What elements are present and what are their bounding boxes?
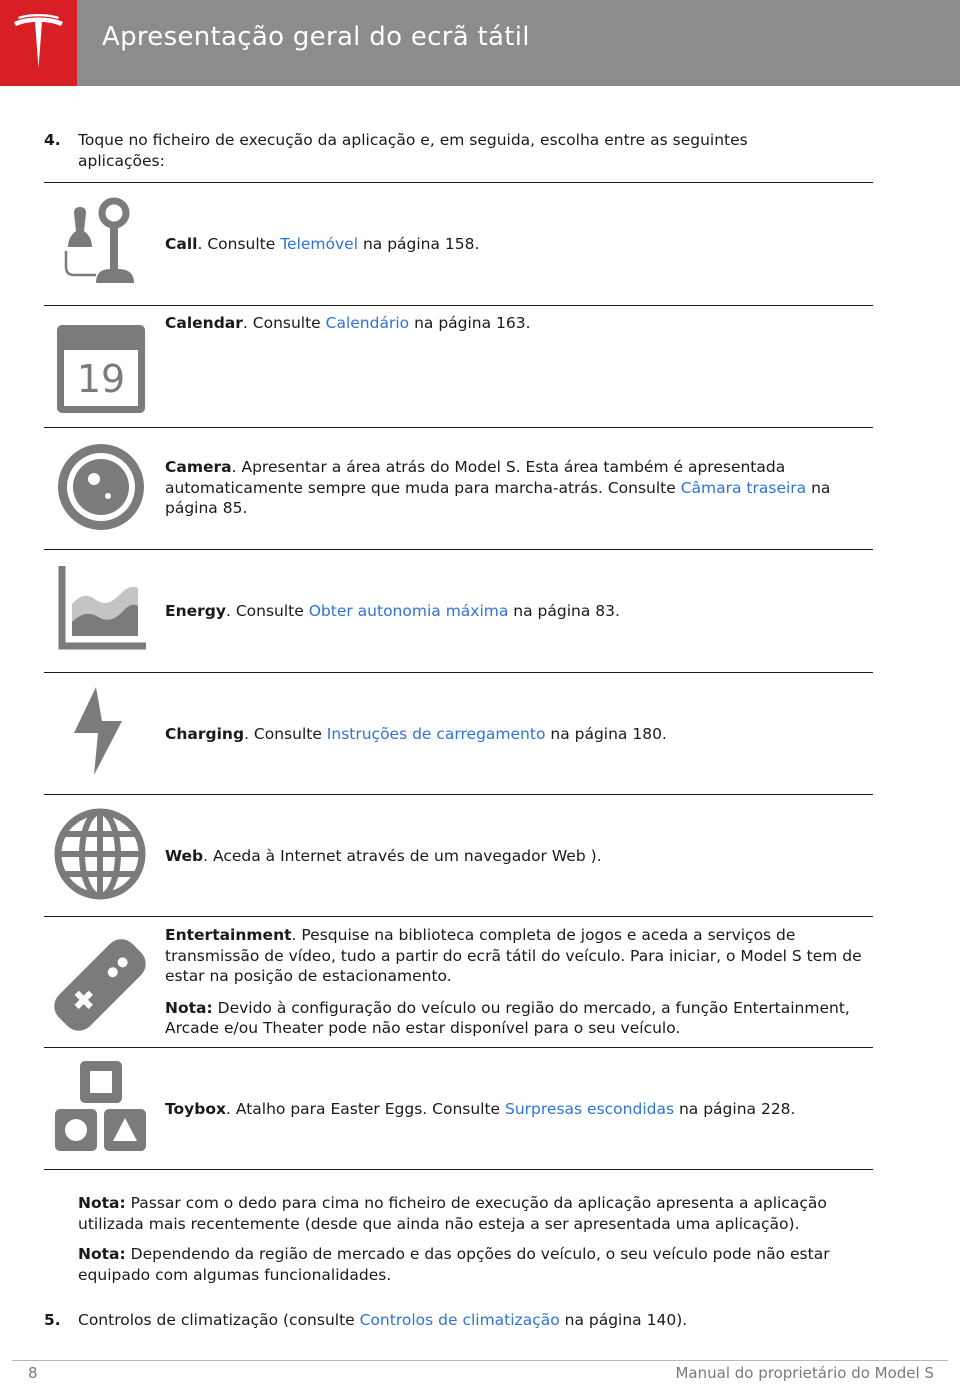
app-name: Web	[165, 847, 204, 865]
app-row-toybox	[44, 1047, 873, 1170]
link-obter-autonomia[interactable]: Obter autonomia máxima	[308, 602, 509, 620]
step-number: 4.	[44, 131, 61, 149]
description-text: . Consulte	[242, 314, 326, 332]
app-description	[165, 313, 865, 334]
description-text: na página 158.	[358, 235, 480, 253]
calendar-day-number: 19	[76, 357, 126, 401]
link-telemovel[interactable]: Telemóvel	[280, 235, 359, 253]
note-text: Dependendo da região de mercado e das opções do veículo, o seu veículo pode não estar equipado com algumas funcionalidades.	[78, 1245, 830, 1284]
description-text: na página 228.	[674, 1100, 796, 1118]
step-text-part: na página 140).	[559, 1311, 688, 1329]
app-description	[165, 925, 865, 1039]
app-row-calendar	[44, 305, 873, 427]
description-text: . Apresentar a área atrás do Model S. Esta área também é apresentada automaticamente sempre que muda para marcha-atrás. Consulte	[165, 458, 786, 497]
description-text: . Pesquise na biblioteca completa de jogos e aceda a serviços de transmissão de vídeo, tudo a partir do ecrã tátil do veículo. Para iniciar, o Model S tem de estar na posição de estacionamento.	[165, 926, 862, 985]
description-text: na página 163.	[409, 314, 531, 332]
lightning-bolt-icon	[52, 685, 148, 781]
description-text: na página 85.	[165, 478, 831, 517]
step-text: Toque no ficheiro de execução da aplicação e, em seguida, escolha entre as seguintes aplicações:	[78, 131, 748, 170]
apps-table	[44, 182, 873, 1170]
link-instrucoes-carregamento[interactable]: Instruções de carregamento	[326, 725, 546, 743]
footer-divider	[12, 1360, 948, 1361]
app-row-web	[44, 794, 873, 916]
app-description	[165, 601, 865, 622]
description-text: . Aceda à Internet através de um navegador Web ).	[203, 847, 602, 865]
tesla-logo	[0, 0, 77, 86]
app-name: Call	[165, 235, 198, 253]
app-name: Calendar	[165, 314, 243, 332]
step-text-part: Controlos de climatização (consulte	[78, 1311, 360, 1329]
app-name: Entertainment	[165, 926, 292, 944]
notes-block	[78, 1193, 858, 1285]
app-row-charging	[44, 672, 873, 794]
description-text: na página 83.	[508, 602, 620, 620]
calendar-icon	[52, 322, 148, 418]
step-number: 5.	[44, 1311, 61, 1329]
camera-icon	[52, 442, 148, 538]
energy-chart-icon	[52, 564, 148, 660]
app-description	[165, 234, 865, 255]
app-name: Energy	[165, 602, 226, 620]
app-row-call	[44, 182, 873, 305]
app-name: Toybox	[165, 1100, 227, 1118]
gamepad-icon	[52, 937, 148, 1033]
app-name: Charging	[165, 725, 245, 743]
note-label: Nota:	[165, 998, 213, 1017]
globe-icon	[52, 807, 148, 903]
app-row-entertainment	[44, 916, 873, 1047]
page-number: 8	[28, 1364, 38, 1382]
description-text: . Consulte	[225, 602, 309, 620]
app-row-camera	[44, 427, 873, 549]
toybox-icon	[52, 1061, 148, 1157]
app-row-energy	[44, 549, 873, 672]
description-text: na página 180.	[545, 725, 667, 743]
link-controlos-climatizacao[interactable]: Controlos de climatização	[359, 1311, 560, 1329]
page-title: Apresentação geral do ecrã tátil	[102, 22, 530, 52]
step-text	[78, 1310, 838, 1331]
description-text: . Consulte	[197, 235, 281, 253]
note-text: Passar com o dedo para cima no ficheiro de execução da aplicação apresenta a aplicação utilizada mais recentemente (desde que ainda não esteja a ser apresentada uma aplicação).	[78, 1194, 827, 1233]
footer-title: Manual do proprietário do Model S	[675, 1364, 934, 1382]
link-surpresas-escondidas[interactable]: Surpresas escondidas	[505, 1100, 675, 1118]
app-name: Camera	[165, 458, 232, 476]
description-text: . Consulte	[244, 725, 327, 743]
app-description	[165, 1099, 865, 1120]
link-camara-traseira[interactable]: Câmara traseira	[680, 478, 807, 497]
app-description	[165, 724, 865, 745]
app-description	[165, 457, 865, 519]
page-header	[0, 0, 960, 86]
note-label: Nota:	[78, 1245, 126, 1263]
note	[78, 1193, 858, 1234]
note-label: Nota:	[78, 1194, 126, 1212]
note-text: Devido à configuração do veículo ou região do mercado, a função Entertainment, Arcade e/ou Theater pode não estar disponível para o seu veículo.	[165, 998, 850, 1037]
phone-icon	[52, 195, 148, 291]
tesla-logo-icon	[12, 14, 65, 72]
app-description	[165, 846, 865, 867]
description-text: . Atalho para Easter Eggs. Consulte	[226, 1100, 506, 1118]
link-calendario[interactable]: Calendário	[325, 314, 410, 332]
note	[78, 1244, 858, 1285]
